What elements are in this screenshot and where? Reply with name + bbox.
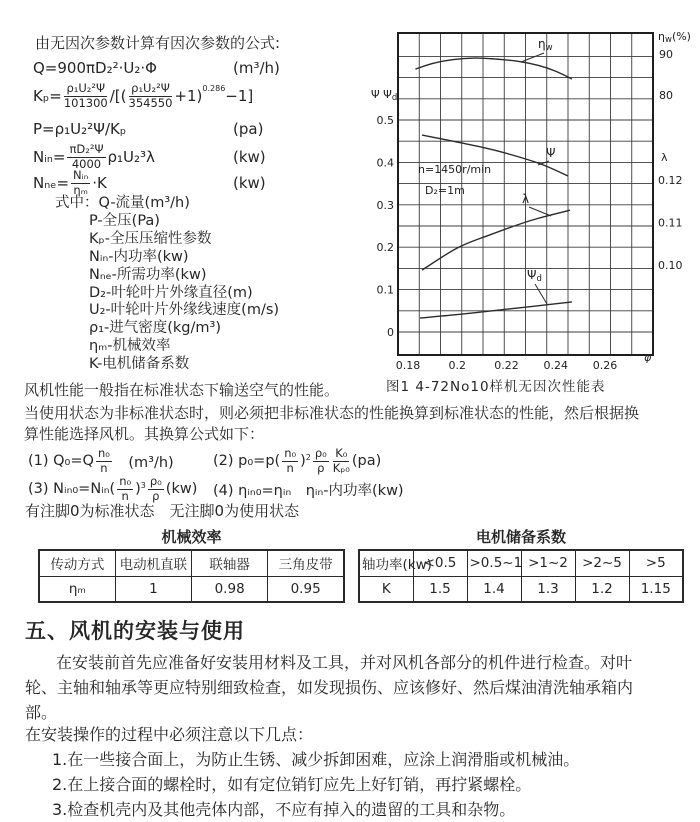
column-header: 三角皮带 — [268, 550, 344, 576]
left-axis-tick: 0.1 — [376, 283, 394, 297]
formula-flow — [33, 57, 280, 79]
list-item: D₂-叶轮叶片外缘直径(m) — [89, 284, 253, 301]
motor-reserve-title: 电机储备系数 — [475, 528, 566, 546]
table-cell: 1.3 — [521, 576, 575, 602]
conversion-formula-4: (4) ηᵢₙ₀=ηᵢₙ ηᵢₙ-内功率(kw) — [213, 482, 404, 499]
column-header: 电动机直联 — [115, 550, 191, 576]
install-paragraph-1: 在安装前首先应准备好安装用材料及工具，并对风机各部分的机件进行检查。对叶 — [56, 653, 633, 672]
formula-internal-power-body: Nᵢₙ= $\frac{\text{πD₂²Ψ}}{4000}$ ρ₁U₂³λ — [33, 141, 155, 171]
list-item: ρ₁-进气密度(kg/m³) — [89, 320, 221, 337]
table-cell: 0.95 — [268, 576, 344, 602]
fraction: $\frac{\text{πD₂²Ψ}}{4000}$ — [69, 141, 104, 171]
table-cell: ηₘ — [39, 576, 115, 602]
eta-axis-tick: 80 — [659, 89, 673, 102]
curve-Ψd — [420, 302, 572, 318]
column-header: 联轴器 — [192, 550, 268, 576]
fraction: $\frac{\text{ρ₁U₂²Ψ}}{354550}$ — [128, 80, 173, 110]
lambda-axis-tick: 0.10 — [658, 259, 683, 272]
conversion-formula-3: (3) Nᵢₙ₀=Nᵢₙ( $\frac{\text{n₀}}{n}$ ) $^3$ $\frac{\text{ρ₀}}{\rho}$ (kw) — [28, 473, 198, 503]
list-item: 式中：Q-流量(m³/h) — [55, 195, 190, 211]
column-header: 轴功率(kw) — [359, 550, 413, 576]
table-cell: 1.5 — [413, 576, 467, 602]
list-item: Nₙₑ-所需功率(kw) — [89, 266, 207, 283]
eta-axis-label: ηw(%) — [658, 30, 691, 45]
performance-chart — [368, 20, 698, 380]
list-item: K-电机储备系数 — [89, 356, 190, 373]
table-cell: 1 — [115, 576, 191, 602]
annotation-diameter: D₂=1m — [425, 184, 465, 197]
formula-kp-body: Kₚ= $\frac{\text{ρ₁U₂²Ψ}}{101300}$ /[( $\frac{\text{ρ₁U₂²Ψ}}{354550}$ +1)$^{0.286}$−1] — [33, 80, 254, 110]
section-title: 五、风机的安装与使用 — [25, 619, 245, 643]
table-row — [39, 576, 344, 602]
curve-label-leader — [521, 53, 544, 62]
table-row — [359, 576, 683, 602]
column-header: >2~5 — [575, 550, 629, 576]
curve-label-leader — [535, 284, 547, 304]
column-header: >0.5~1 — [467, 550, 521, 576]
list-item: Nᵢₙ-内功率(kw) — [89, 248, 189, 265]
column-header: >1~2 — [521, 550, 575, 576]
curve-λ — [422, 210, 570, 270]
curve-label: Ψ — [546, 146, 556, 160]
exponent: 2 — [305, 452, 311, 462]
list-item: Kₚ-全压压缩性参数 — [89, 230, 212, 247]
motor-reserve-table — [358, 549, 684, 603]
paragraph-conversion-1: 当使用状态为非标准状态时，则必须把非标准状态的性能换算到标准状态的性能，然后根据换 — [24, 404, 640, 422]
formula-flow-unit: (m³/h) — [233, 59, 280, 77]
table-cell: 1.2 — [575, 576, 629, 602]
figure-caption: 图1 4-72No10样机无因次性能表 — [386, 379, 606, 395]
list-item: 3.检查机壳内及其他壳体内部，不应有掉入的遗留的工具和杂物。 — [52, 800, 516, 819]
fraction: $\frac{\text{K₀}}{\text{Kₚ₀}}$ — [332, 445, 350, 475]
install-paragraph-3: 部。 — [25, 703, 58, 722]
fraction: $\frac{\text{ρ₀}}{\rho}$ — [314, 445, 327, 475]
exponent: 3 — [140, 480, 146, 490]
x-axis-tick: 0.2 — [448, 359, 466, 372]
column-header: >5 — [629, 550, 683, 576]
formula-required-power-unit: (kw) — [233, 174, 266, 192]
conversion-formula-1: (1) Q₀=Q $\frac{\text{n₀}}{n}$ (m³/h) — [28, 445, 174, 475]
x-axis-label: φ — [644, 351, 652, 364]
curve-label-leader — [529, 207, 551, 216]
conversion-formula-2: (2) p₀=p( $\frac{\text{n₀}}{n}$ ) $^2$ $\frac{\text{ρ₀}}{\rho}$ $\frac{\text{K₀}}{\text{Kₚ₀}}$ (pa) — [213, 445, 382, 475]
left-axis-tick: 0.4 — [376, 156, 394, 170]
x-axis-tick: 0.24 — [543, 359, 568, 372]
formula-pressure-unit: (pa) — [233, 120, 264, 138]
symbol-definitions — [55, 195, 279, 374]
formula-pressure-body: P=ρ₁U₂²Ψ/Kₚ — [33, 120, 127, 138]
install-lead: 在安装操作的过程中必须注意以下几点： — [25, 725, 314, 744]
list-item: 1.在一些接合面上，为防止生锈、减少拆卸困难，应涂上润滑脂或机械油。 — [52, 750, 580, 769]
fraction: $\frac{\text{n₀}}{n}$ — [119, 473, 132, 503]
fraction: $\frac{\text{ρ₁U₂²Ψ}}{101300}$ — [63, 80, 108, 110]
install-items — [52, 747, 579, 822]
fraction: $\frac{\text{n₀}}{n}$ — [284, 445, 297, 475]
list-item: U₂-叶轮叶片外缘线速度(m/s) — [89, 302, 280, 319]
exponent: 0.286 — [202, 83, 226, 93]
x-axis-tick: 0.18 — [395, 359, 421, 372]
fraction: $\frac{\text{n₀}}{n}$ — [97, 445, 110, 475]
list-item: ηₘ-机械效率 — [89, 338, 171, 355]
eta-axis-tick: 90 — [659, 48, 673, 61]
formula-kp — [33, 79, 253, 113]
formula-pressure — [33, 118, 264, 140]
table-cell: 0.98 — [192, 576, 268, 602]
x-axis-tick: 0.26 — [592, 359, 618, 372]
lambda-axis-tick: 0.12 — [658, 174, 683, 187]
formula-internal-power-unit: (kw) — [233, 148, 266, 166]
install-paragraph-2: 轮、主轴和轴承等更应特别细致检查，如发现损伤、应该修好、然后煤油清洗轴承箱内 — [25, 678, 634, 697]
left-axis-tick: 0.3 — [376, 198, 394, 212]
table-cell: 1.15 — [629, 576, 683, 602]
curve-label: ηw — [538, 37, 553, 53]
left-axis-tick: 0.2 — [376, 241, 394, 255]
annotation-speed: n=1450r/min — [418, 163, 492, 176]
table-cell: K — [359, 576, 413, 602]
left-axis-label: Ψ Ψd — [371, 88, 398, 103]
curve-label: Ψd — [527, 268, 542, 284]
paragraph-conversion-2: 算性能选择风机。其换算公式如下： — [24, 425, 265, 443]
lambda-axis-label: λ — [661, 151, 668, 164]
fraction: $\frac{\text{Nᵢₙ}}{\text{ηₘ}}$ — [73, 167, 89, 197]
x-axis-tick: 0.22 — [494, 359, 519, 372]
fraction: $\frac{\text{ρ₀}}{\rho}$ — [149, 473, 162, 503]
formula-flow-body: Q=900πD₂²·U₂·Φ — [33, 59, 157, 77]
paragraph-performance: 风机性能一般指在标准状态下输送空气的性能。 — [24, 381, 340, 399]
list-item: P-全压(Pa) — [89, 212, 160, 229]
footnote-states: 有注脚0为标准状态 无注脚0为使用状态 — [25, 502, 300, 520]
mech-efficiency-table — [38, 549, 345, 603]
mech-efficiency-title: 机械效率 — [161, 528, 222, 546]
lambda-axis-tick: 0.11 — [658, 216, 683, 230]
column-header: 传动方式 — [39, 550, 115, 576]
curve-label: λ — [522, 192, 530, 206]
intro-line: 由无因次参数计算有因次参数的公式: — [35, 34, 281, 52]
table-cell: 1.4 — [467, 576, 521, 602]
list-item: 2.在上接合面的螺栓时，如有定位销钉应先上好钉销，再拧紧螺栓。 — [52, 775, 532, 794]
left-axis-tick: 0.5 — [376, 114, 394, 127]
curve-ηw — [415, 58, 572, 79]
left-axis-tick: 0 — [387, 326, 394, 339]
column-header: <0.5 — [413, 550, 467, 576]
formula-required-power-body: Nₙₑ= $\frac{\text{Nᵢₙ}}{\text{ηₘ}}$ ·K — [33, 167, 107, 197]
